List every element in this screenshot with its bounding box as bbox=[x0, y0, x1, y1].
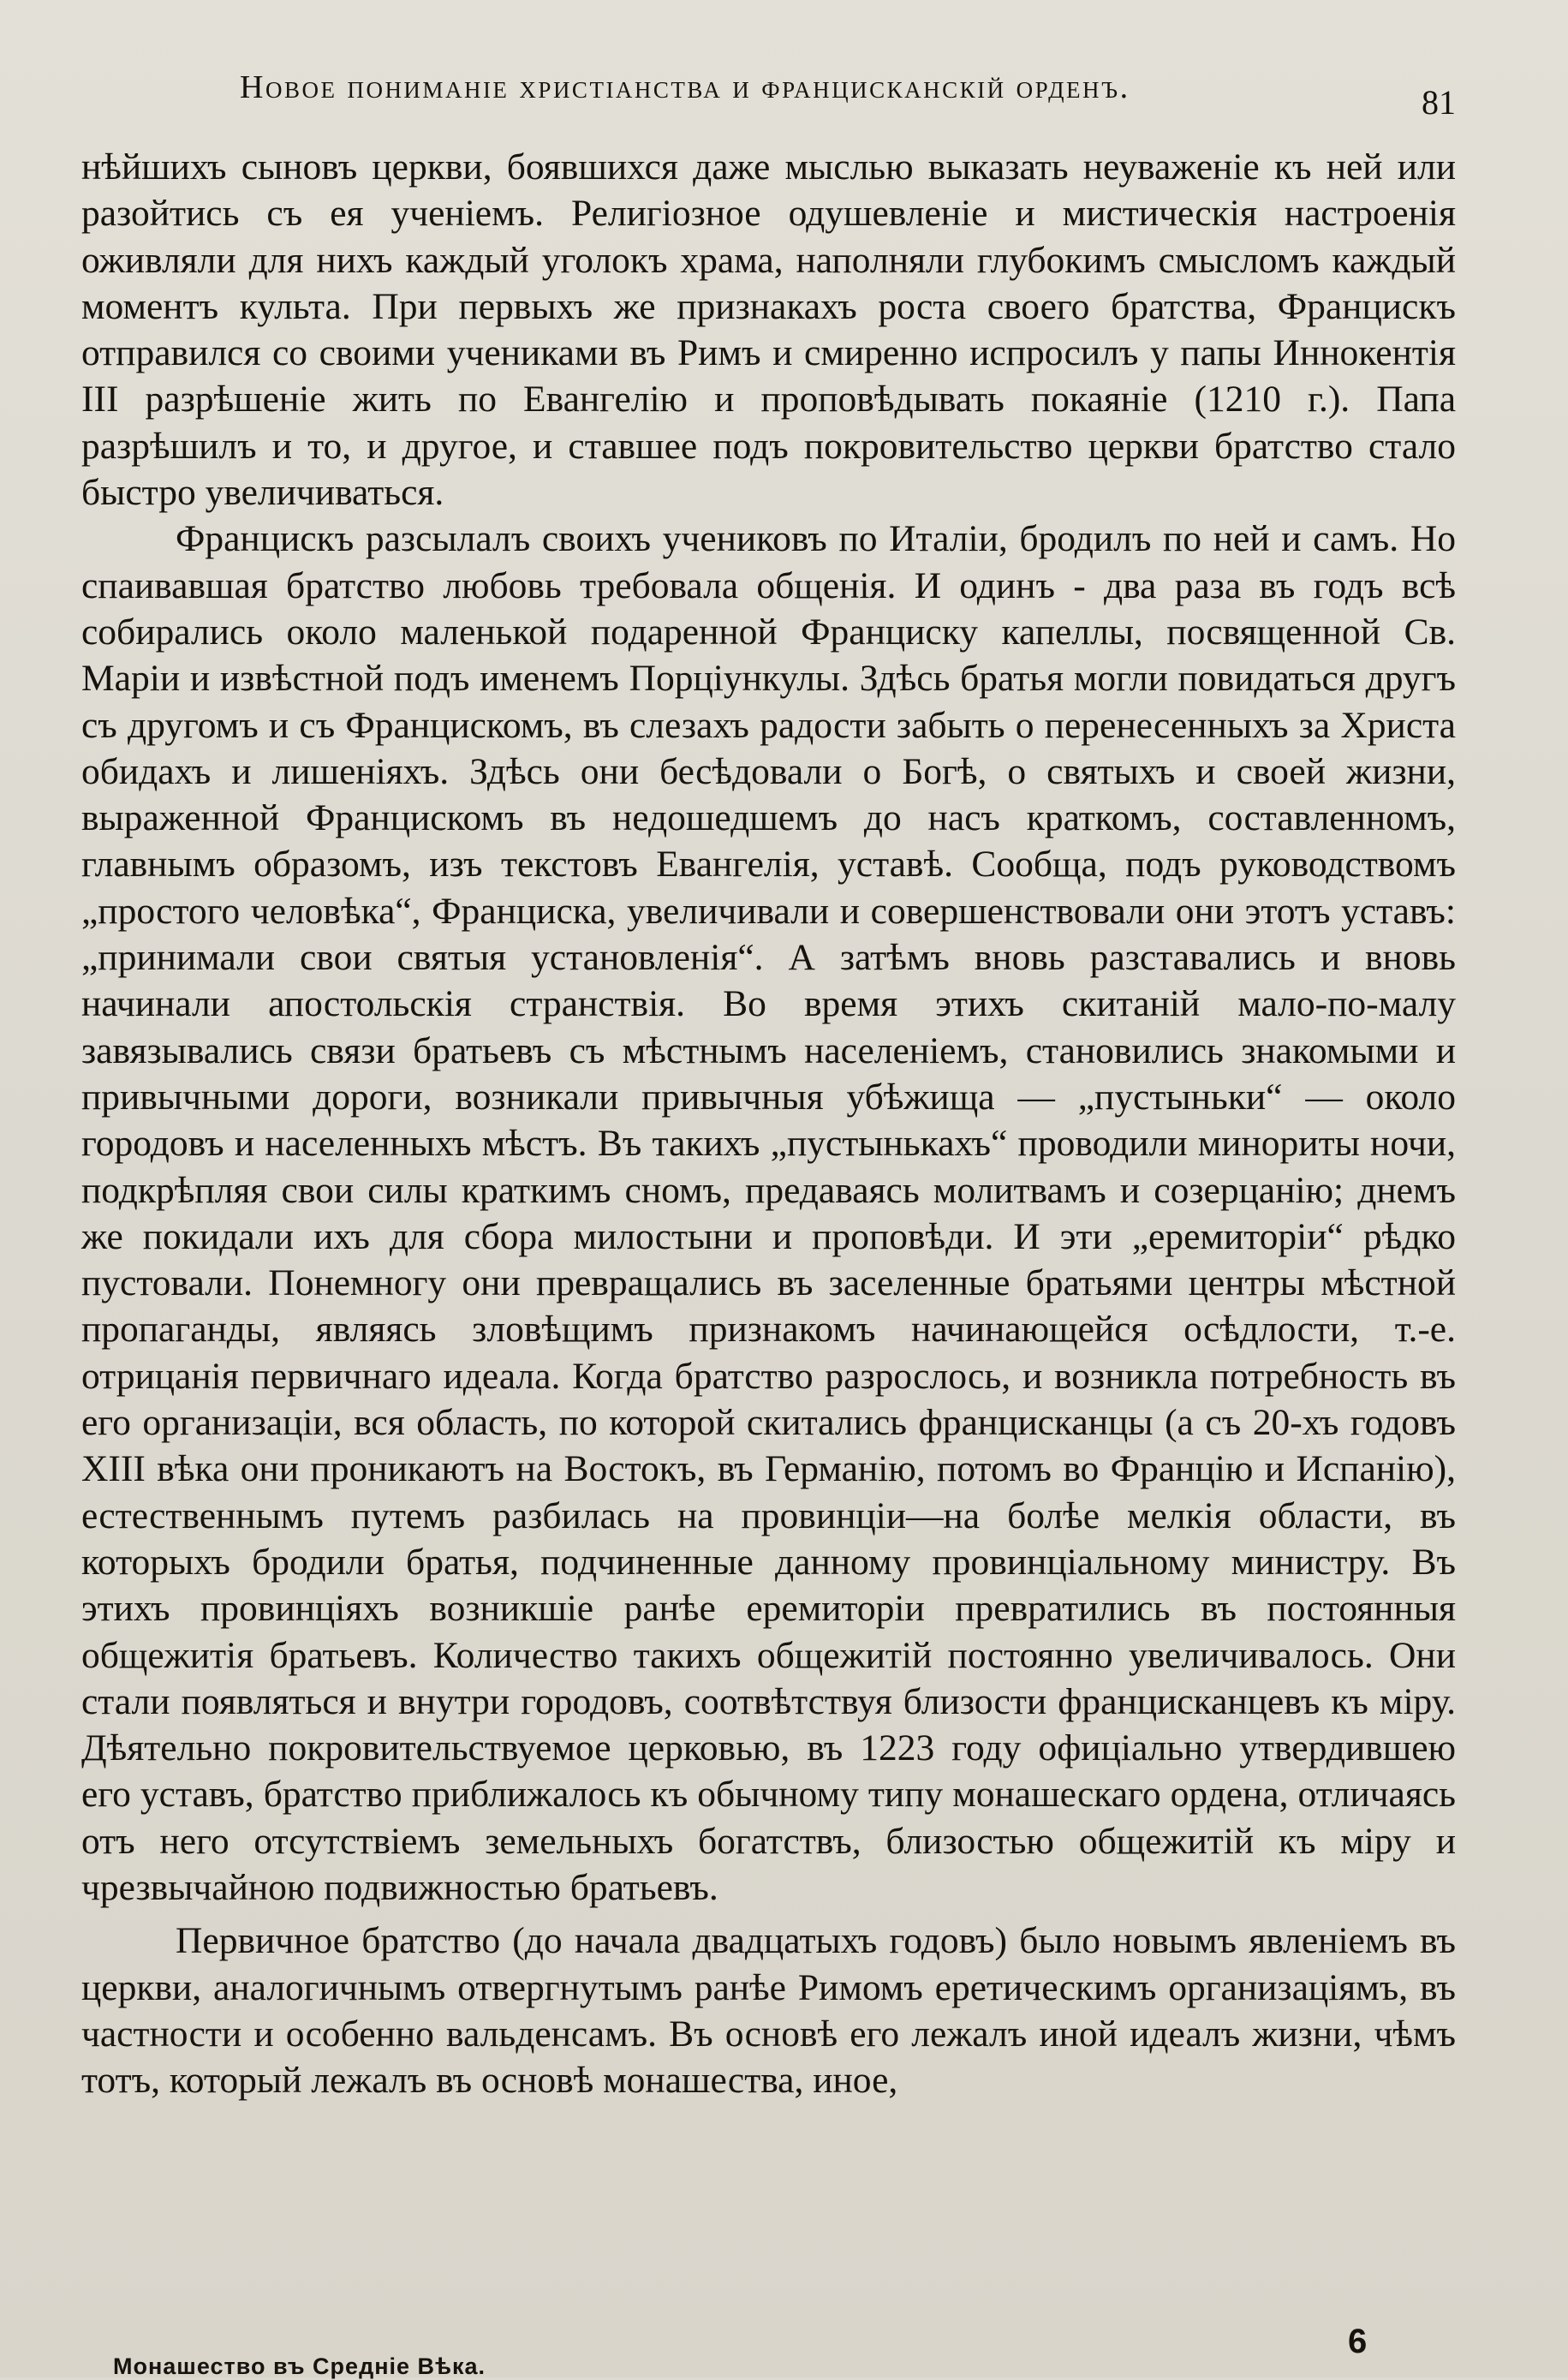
paragraph-franciscan-wanderings: Францискъ разсылалъ своихъ учениковъ по Италіи, бродилъ по ней и самъ. Но спаивавшая братство любовь требовала общенія. И одинъ - два раза въ годъ всѣ собирались около маленькой подаренной Франциску капеллы, посвященной Св. Маріи и извѣстной подъ именемъ Порціункулы. Здѣсь братья могли повидаться другъ съ другомъ и съ Францискомъ, въ слезахъ радости забыть о перенесенныхъ за Христа обидахъ и лишеніяхъ. Здѣсь они бесѣдовали о Богѣ, о святыхъ и своей жизни, выраженной Францискомъ въ недошедшемъ до насъ краткомъ, составленномъ, главнымъ образомъ, изъ текстовъ Евангелія, уставѣ. Сообща, подъ руководствомъ „простого человѣка“, Франциска, увеличивали и совершенствовали они этотъ уставъ: „принимали свои святыя установленія“. А затѣмъ вновь разставались и вновь начинали апостольскія странствія. Во время этихъ скитаній мало-по-малу завязывались связи братьевъ съ мѣстнымъ населеніемъ, становились знакомыми и привычными дороги, возникали привычныя убѣжища — „пустыньки“ — около городовъ и населенныхъ мѣстъ. Въ такихъ „пустынькахъ“ проводили минориты ночи, подкрѣпляя свои силы краткимъ сномъ, предаваясь молитвамъ и созерцанію; днемъ же покидали ихъ для сбора милостыни и проповѣди. И эти „еремиторіи“ рѣдко пустовали. Понемногу они превращались въ заселенные братьями центры мѣстной пропаганды, являясь зловѣщимъ признакомъ начинающейся осѣдлости, т.-е. отрицанія первичнаго идеала. Когда братство разрослось, и возникла потребность въ его организаціи, вся область, по которой скитались францисканцы (а съ 20-хъ годовъ XIII вѣка они проникаютъ на Востокъ, въ Германію, потомъ во Францію и Испанію), естественнымъ путемъ разбилась на провинціи—на болѣе мелкія области, въ которыхъ бродили братья, подчиненные данному провинціальному министру. Въ этихъ провинціяхъ возникшіе ранѣе еремиторіи превратились въ постоянныя общежитія братьевъ. Количество такихъ общежитій постоянно увеличивалось. Они стали появляться и внутри городовъ, соотвѣтствуя близости францисканцевъ къ міру. Дѣятельно покровительствуемое церковью, въ 1223 году офиціально утвердившею его уставъ, братство приближалось къ обычному типу монашескаго ордена, отличаясь отъ него отсутствіемъ земельныхъ богатствъ, близостью общежитій къ міру и чрезвычайною подвижностью братьевъ. bbox=[81, 518, 1456, 1908]
running-head bbox=[128, 69, 1482, 120]
footer-book-title: Монашество въ Средніе Вѣка. bbox=[113, 2353, 486, 2379]
paragraph-continuation: нѣйшихъ сыновъ церкви, боявшихся даже мыслью выказать неуваженіе къ ней или разойтись съ ея ученіемъ. Религіозное одушевленіе и мистическія настроенія оживляли для нихъ каждый уголокъ храма, наполняли глубокимъ смысломъ каждый моментъ культа. При первыхъ же признакахъ роста своего братства, Францискъ отправился со своими учениками въ Римъ и смиренно испросилъ у папы Иннокентія III разрѣшеніе жить по Евангелію и проповѣдывать покаяніе (1210 г.). Папа разрѣшилъ и то, и другое, и ставшее подъ покровительство церкви братство стало быстро увеличиваться. bbox=[81, 146, 1456, 514]
body-text bbox=[81, 144, 1456, 2103]
page-number: 81 bbox=[1422, 83, 1456, 122]
signature-mark: 6 bbox=[1348, 2323, 1368, 2360]
paragraph-primary-brotherhood: Первичное братство (до начала двадцатыхъ годовъ) было новымъ явленіемъ въ церкви, аналогичнымъ отвергнутымъ ранѣе Римомъ еретическимъ организаціямъ, въ частности и особенно вальденсамъ. Въ основѣ его лежалъ иной идеалъ жизни, чѣмъ тотъ, который лежалъ въ основѣ монашества, иное, bbox=[81, 1920, 1456, 2102]
running-title: Новое пониманіе христіанства и францисканскій орденъ. bbox=[240, 69, 1130, 105]
